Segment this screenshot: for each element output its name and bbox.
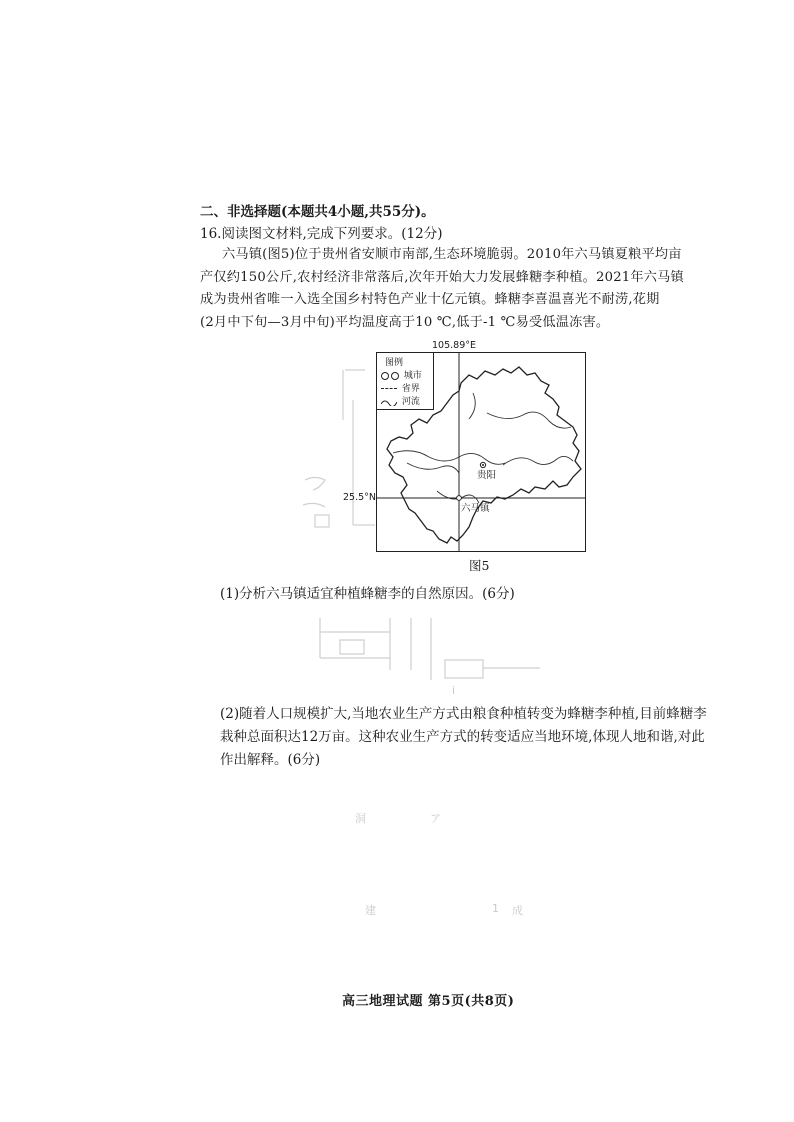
- river-icon: [381, 398, 397, 406]
- paragraph-line: (2月中下旬—3月中旬)平均温度高于10 ℃,低于-1 ℃易受低温冻害。: [200, 314, 610, 330]
- river: [469, 393, 475, 419]
- legend-label: 河流: [401, 397, 420, 407]
- paragraph-line: 成为贵州省唯一入选全国乡村特色产业十亿元镇。蜂糖李喜温喜光不耐涝,花期: [200, 292, 660, 307]
- legend-item-city: [381, 368, 422, 381]
- sub-question-2-line: 栽种总面积达12万亩。这种农业生产方式的转变适应当地环境,体现人地和谐,对此: [220, 729, 705, 745]
- legend-label: 省界: [401, 384, 420, 394]
- bleed-through-diagram: [315, 610, 545, 700]
- bleed-through-marks: [295, 360, 375, 540]
- city-icon: [391, 372, 399, 380]
- city-label-guiyang: 贵阳: [477, 470, 497, 481]
- paragraph-line: 产仅约150公斤,农村经济非常落后,次年开始大力发展蜂糖李种植。2021年六马镇: [200, 269, 684, 285]
- province-border-icon: [381, 388, 397, 389]
- paragraph-line: 六马镇(图5)位于贵州省安顺市南部,生态环境脆弱。2010年六马镇夏粮平均亩: [222, 247, 682, 262]
- sub-question-2: [220, 703, 720, 772]
- faint-mark: 1: [492, 902, 499, 915]
- faint-mark: 成: [512, 904, 523, 917]
- legend-item-border: [381, 381, 420, 394]
- river: [487, 412, 571, 428]
- river: [407, 463, 459, 473]
- city-label-liuma: 六马镇: [461, 503, 490, 514]
- sub-question-2-line: 作出解释。(6分): [220, 752, 321, 768]
- faint-mark: 建: [365, 904, 376, 917]
- river: [393, 451, 505, 465]
- legend-title: 图例: [385, 358, 404, 368]
- page-footer: 高三地理试题 第5页(共8页): [342, 994, 515, 1009]
- river: [503, 456, 573, 465]
- legend-item-river: [381, 394, 420, 407]
- faint-mark: ア: [430, 812, 441, 825]
- legend-label: 城市: [403, 371, 422, 381]
- latitude-label: 25.5°N: [343, 492, 377, 503]
- faint-mark: 洞: [355, 812, 366, 825]
- question-title: 16.阅读图文材料,完成下列要求。(12分): [200, 226, 443, 242]
- figure-caption: 图5: [469, 558, 490, 573]
- sub-question-2-line: (2)随着人口规模扩大,当地农业生产方式由粮食种植转变为蜂糖李种植,目前蜂糖李: [220, 706, 707, 722]
- sub-question-1: (1)分析六马镇适宜种植蜂糖李的自然原因。(6分): [220, 586, 515, 602]
- section-title: 二、非选择题(本题共4小题,共55分)。: [200, 204, 435, 220]
- longitude-label: 105.89°E: [432, 340, 476, 351]
- material-paragraph: [200, 244, 702, 334]
- city-icon: [381, 372, 389, 380]
- faint-mark: i: [452, 684, 456, 697]
- map-legend: [377, 353, 434, 410]
